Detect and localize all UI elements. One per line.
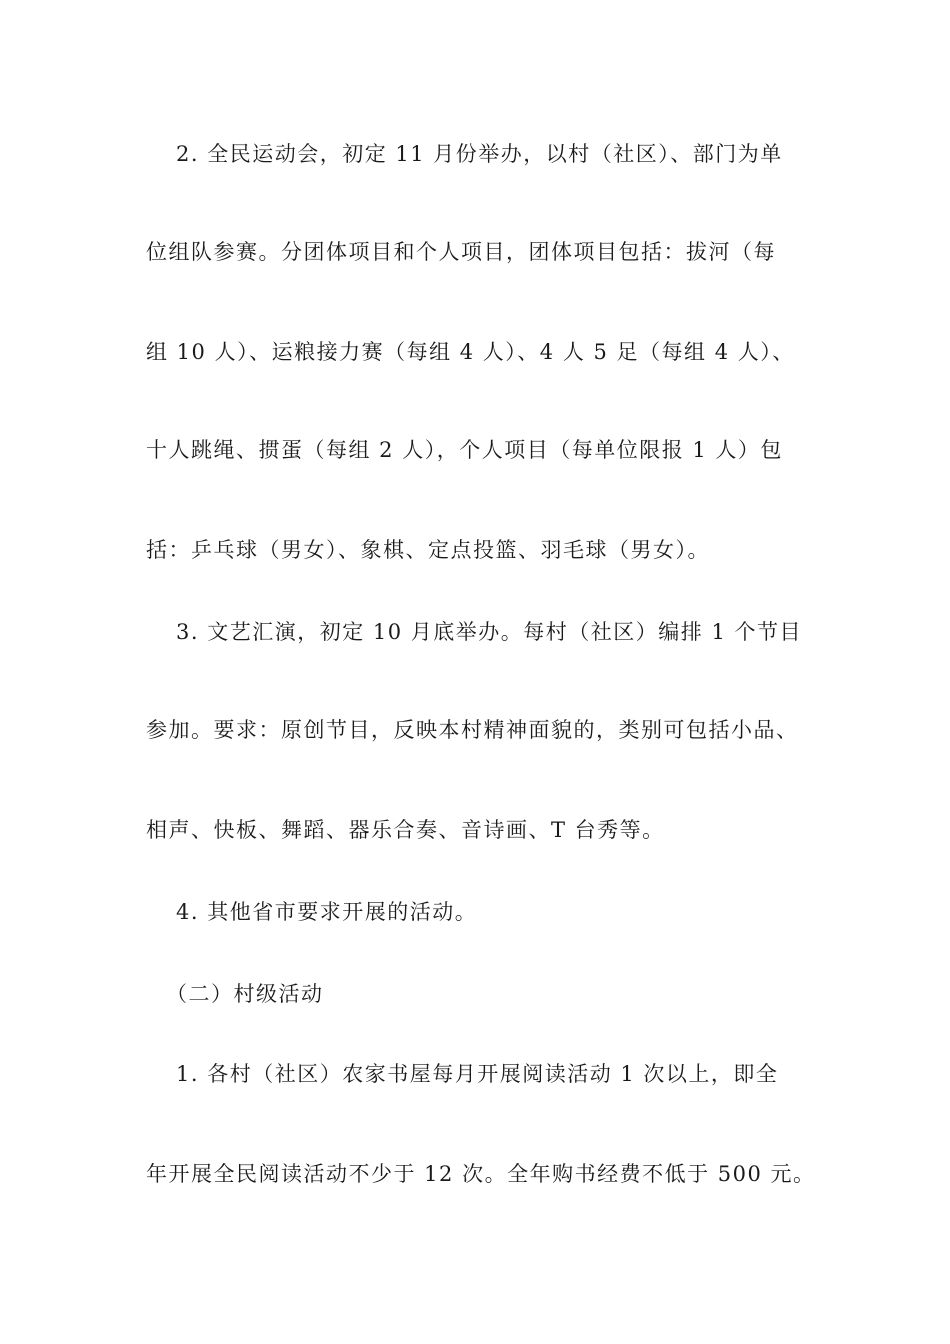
paragraph-item-3-line-2: 参加。要求：原创节目，反映本村精神面貌的，类别可包括小品、 (146, 718, 799, 742)
paragraph-item-3-line-3: 相声、快板、舞蹈、器乐合奏、音诗画、T 台秀等。 (146, 818, 665, 842)
paragraph-item-2-line-2: 位组队参赛。分团体项目和个人项目，团体项目包括：拔河（每 (146, 240, 776, 264)
paragraph-item-2-line-5: 括：乒乓球（男女）、象棋、定点投篮、羽毛球（男女）。 (146, 538, 710, 562)
paragraph-item-2-line-1: 2. 全民运动会，初定 11 月份举办，以村（社区）、部门为单 (176, 142, 783, 166)
section-heading-village-activities: （二）村级活动 (166, 982, 324, 1006)
paragraph-item-4: 4. 其他省市要求开展的活动。 (176, 900, 478, 924)
paragraph-item-2-line-4: 十人跳绳、掼蛋（每组 2 人），个人项目（每单位限报 1 人）包 (146, 438, 783, 462)
paragraph-item-3-line-1: 3. 文艺汇演，初定 10 月底举办。每村（社区）编排 1 个节目 (176, 620, 802, 644)
paragraph-village-item-1-line-2: 年开展全民阅读活动不少于 12 次。全年购书经费不低于 500 元。 (146, 1162, 816, 1186)
paragraph-item-2-line-3: 组 10 人）、运粮接力赛（每组 4 人）、4 人 5 足（每组 4 人）、 (146, 340, 795, 364)
paragraph-village-item-1-line-1: 1. 各村（社区）农家书屋每月开展阅读活动 1 次以上，即全 (176, 1062, 779, 1086)
